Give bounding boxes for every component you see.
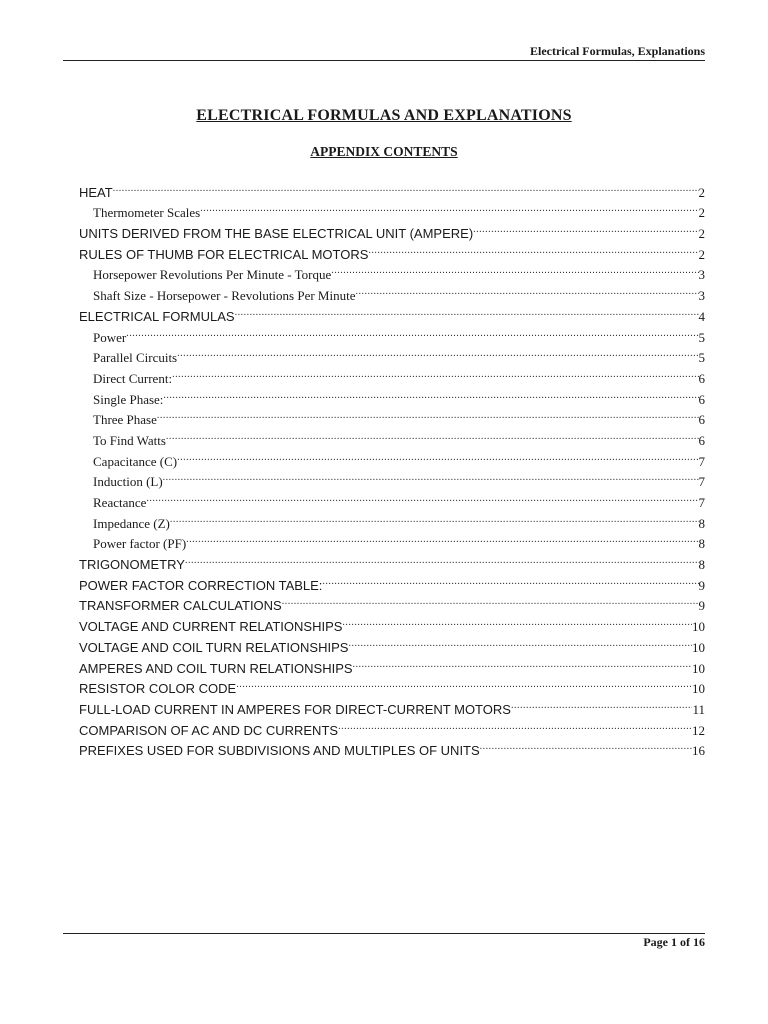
toc-entry — [79, 383, 705, 407]
toc-entry — [79, 321, 705, 345]
toc-entry-page: 5 — [698, 329, 705, 345]
toc-dot-leader — [511, 693, 693, 714]
toc-dot-leader — [322, 569, 698, 590]
toc-entry-page: 8 — [698, 557, 705, 573]
table-of-contents — [79, 176, 705, 759]
toc-dot-leader — [480, 735, 692, 756]
toc-dot-leader — [353, 652, 692, 673]
toc-entry-label: TRIGONOMETRY — [79, 557, 185, 573]
toc-entry — [79, 445, 705, 469]
toc-entry-label: AMPERES AND COIL TURN RELATIONSHIPS — [79, 660, 353, 676]
toc-entry-label: VOLTAGE AND CURRENT RELATIONSHIPS — [79, 619, 343, 635]
toc-entry-label: RULES OF THUMB FOR ELECTRICAL MOTORS — [79, 246, 369, 262]
header-divider — [63, 60, 705, 61]
toc-entry-page: 9 — [698, 598, 705, 614]
toc-entry-page: 10 — [692, 681, 705, 697]
toc-entry — [79, 466, 705, 490]
toc-entry-label: Parallel Circuits — [93, 350, 178, 366]
toc-dot-leader — [338, 714, 692, 735]
toc-dot-leader — [113, 176, 699, 197]
toc-dot-leader — [348, 631, 692, 652]
toc-dot-leader — [200, 197, 698, 218]
toc-entry-page: 5 — [698, 350, 705, 366]
toc-entry-page: 3 — [698, 288, 705, 304]
toc-entry-page: 6 — [698, 370, 705, 386]
toc-entry-label: COMPARISON OF AC AND DC CURRENTS — [79, 722, 339, 738]
toc-entry-label: Induction (L) — [93, 474, 163, 490]
toc-entry-label: TRANSFORMER CALCULATIONS — [79, 598, 282, 614]
toc-entry-page: 8 — [698, 515, 705, 531]
toc-entry-page: 8 — [698, 536, 705, 552]
toc-entry-page: 16 — [692, 743, 705, 759]
toc-entry-label: HEAT — [79, 184, 113, 200]
toc-entry-page: 2 — [698, 205, 705, 221]
toc-dot-leader — [185, 548, 699, 569]
toc-dot-leader — [163, 383, 698, 404]
toc-entry-label: RESISTOR COLOR CODE — [79, 681, 237, 697]
toc-entry-page: 10 — [692, 619, 705, 635]
toc-entry — [79, 507, 705, 531]
toc-entry-label: PREFIXES USED FOR SUBDIVISIONS AND MULTIPLES OF UNITS — [79, 743, 480, 759]
toc-entry-page: 7 — [698, 453, 705, 469]
toc-entry-label: FULL-LOAD CURRENT IN AMPERES FOR DIRECT-CURRENT MOTORS — [79, 701, 511, 717]
toc-entry — [79, 528, 705, 552]
toc-entry-label: Thermometer Scales — [93, 205, 201, 221]
toc-entry-label: Capacitance (C) — [93, 453, 178, 469]
toc-entry-label: Reactance — [93, 495, 147, 510]
toc-entry-label: Power — [93, 329, 127, 345]
toc-dot-leader — [236, 673, 692, 694]
toc-entry-label: UNITS DERIVED FROM THE BASE ELECTRICAL UNIT (AMPERE) — [79, 226, 474, 242]
toc-entry-label: Three Phase — [93, 412, 157, 428]
toc-dot-leader — [473, 217, 698, 238]
toc-entry-page: 3 — [698, 267, 705, 283]
toc-entry — [79, 342, 705, 366]
page-number: Page 1 of 16 — [643, 935, 705, 949]
toc-entry-page: 6 — [698, 412, 705, 428]
toc-entry-page: 6 — [698, 432, 705, 448]
toc-dot-leader — [235, 300, 699, 321]
toc-entry-page: 2 — [698, 184, 705, 200]
toc-entry-label: VOLTAGE AND COIL TURN RELATIONSHIPS — [79, 639, 349, 655]
toc-entry — [79, 176, 705, 200]
toc-entry-label: Power factor (PF) — [93, 536, 187, 552]
toc-entry — [79, 404, 705, 428]
toc-dot-leader — [186, 528, 698, 549]
toc-dot-leader — [331, 259, 698, 280]
toc-dot-leader — [126, 321, 698, 342]
document-title: ELECTRICAL FORMULAS AND EXPLANATIONS — [196, 107, 572, 124]
toc-entry-page: 7 — [698, 474, 705, 490]
toc-dot-leader — [146, 486, 698, 507]
toc-entry-label: Single Phase: — [93, 391, 164, 407]
toc-entry-page: 11 — [692, 701, 705, 717]
toc-dot-leader — [368, 238, 698, 259]
toc-dot-leader — [172, 362, 698, 383]
toc-dot-leader — [342, 610, 692, 631]
toc-entry-label: Shaft Size - Horsepower - Revolutions Per Minute — [93, 288, 356, 304]
toc-entry-label: Impedance (Z) — [93, 515, 170, 531]
toc-entry — [79, 362, 705, 386]
toc-entry-page: 10 — [692, 660, 705, 676]
toc-entry-label: POWER FACTOR CORRECTION TABLE: — [79, 577, 323, 593]
toc-entry-page: 4 — [698, 308, 705, 324]
toc-entry-label: To Find Watts — [93, 432, 166, 448]
toc-entry-page: 7 — [698, 495, 705, 510]
toc-entry-label: Horsepower Revolutions Per Minute - Torque — [93, 267, 332, 283]
running-header: Electrical Formulas, Explanations — [530, 44, 705, 58]
footer-divider — [63, 933, 705, 934]
toc-entry — [79, 486, 705, 510]
toc-entry — [79, 424, 705, 448]
toc-entry-page: 9 — [698, 577, 705, 593]
toc-dot-leader — [157, 404, 699, 425]
toc-entry-label: ELECTRICAL FORMULAS — [79, 308, 235, 324]
toc-dot-leader — [177, 342, 698, 363]
toc-dot-leader — [170, 507, 699, 528]
toc-entry-page: 10 — [692, 639, 705, 655]
toc-entry-page: 6 — [698, 391, 705, 407]
toc-dot-leader — [355, 279, 698, 300]
toc-dot-leader — [163, 466, 699, 487]
toc-dot-leader — [177, 445, 698, 466]
toc-entry-page: 12 — [692, 722, 705, 738]
toc-entry-page: 2 — [698, 226, 705, 242]
toc-dot-leader — [282, 590, 699, 611]
toc-entry-label: Direct Current: — [93, 370, 173, 386]
appendix-title: APPENDIX CONTENTS — [310, 144, 458, 159]
toc-entry — [79, 197, 705, 221]
toc-entry-page: 2 — [698, 246, 705, 262]
toc-dot-leader — [166, 424, 699, 445]
